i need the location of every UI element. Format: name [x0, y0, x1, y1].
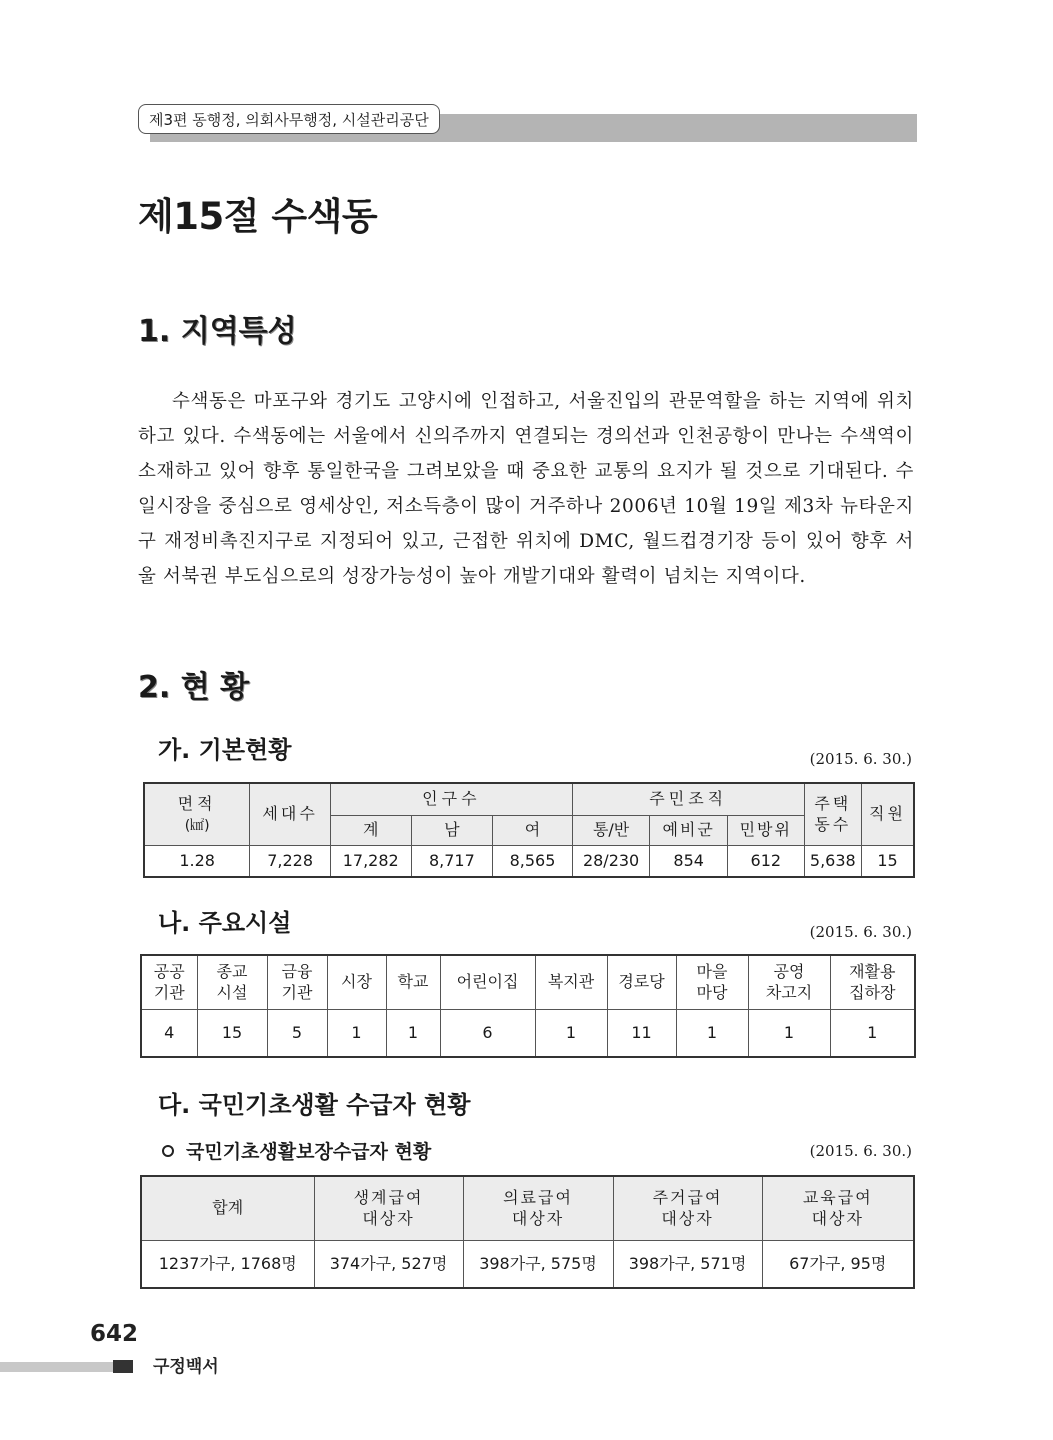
hdr-line: 교육급여 — [802, 1187, 873, 1207]
header-market — [327, 955, 386, 1009]
cell-pop-male: 8,717 — [411, 845, 493, 877]
header-public-garage — [748, 955, 830, 1009]
header-households: 세대수 — [250, 783, 331, 845]
header-housing — [804, 783, 861, 845]
cell-financial: 5 — [267, 1009, 327, 1057]
header-welfare-center — [535, 955, 607, 1009]
cell-medical: 398가구, 575명 — [463, 1240, 613, 1288]
cell-staff: 15 — [862, 845, 914, 877]
hdr-line: 주거급여 — [652, 1187, 723, 1207]
header-housing-benefit — [613, 1176, 762, 1240]
facilities-table — [140, 954, 916, 1058]
cell-pop-female: 8,565 — [493, 845, 573, 877]
cell-reserve: 854 — [650, 845, 728, 877]
hdr-line: 집하장 — [849, 983, 896, 1003]
header-school — [386, 955, 440, 1009]
cell-area: 1.28 — [144, 845, 250, 877]
header-area-label: 면적 — [177, 793, 217, 813]
heading-major-facilities: 나. 주요시설 — [158, 909, 292, 937]
hdr-line: 경로당 — [618, 972, 665, 992]
header-religious — [197, 955, 267, 1009]
header-medical — [463, 1176, 613, 1240]
facilities-date: (2015. 6. 30.) — [809, 923, 912, 941]
cell-welfare-center: 1 — [535, 1009, 607, 1057]
hdr-line: 대상자 — [511, 1209, 565, 1229]
cell-public-garage: 1 — [748, 1009, 830, 1057]
hdr-line: 의료급여 — [503, 1187, 573, 1207]
welfare-subtitle — [162, 1137, 431, 1164]
cell-senior-center: 11 — [607, 1009, 676, 1057]
header-welfare-total — [141, 1176, 314, 1240]
header-population: 인구수 — [330, 783, 572, 815]
hdr-line: 학교 — [397, 972, 429, 992]
header-housing-line1: 주택 — [814, 793, 852, 813]
footer-square — [113, 1360, 133, 1373]
section-title: 제15절 수색동 — [138, 195, 378, 238]
header-livelihood — [314, 1176, 463, 1240]
header-area — [144, 783, 250, 845]
cell-recycling: 1 — [830, 1009, 915, 1057]
header-civil-defense: 민방위 — [727, 815, 804, 845]
hdr-line: 종교 — [216, 961, 248, 981]
cell-households: 7,228 — [250, 845, 331, 877]
header-recycling — [830, 955, 915, 1009]
cell-religious: 15 — [197, 1009, 267, 1057]
header-area-unit: (㎢) — [184, 818, 210, 835]
hdr-line: 대상자 — [362, 1209, 415, 1229]
hdr-line: 차고지 — [765, 983, 813, 1003]
header-pop-total: 계 — [330, 815, 411, 845]
welfare-date: (2015. 6. 30.) — [809, 1142, 912, 1160]
hdr-line: 생계급여 — [353, 1187, 424, 1207]
cell-housing-benefit: 398가구, 571명 — [613, 1240, 762, 1288]
hdr-line: 대상자 — [661, 1209, 714, 1229]
header-public-institution — [141, 955, 197, 1009]
hdr-line: 복지관 — [547, 972, 595, 992]
hdr-line: 재활용 — [849, 961, 896, 981]
book-title: 구정백서 — [153, 1357, 219, 1377]
hdr-line: 합계 — [212, 1198, 244, 1218]
cell-welfare-total: 1237가구, 1768명 — [141, 1240, 314, 1288]
cell-housing: 5,638 — [804, 845, 861, 877]
header-staff: 직원 — [862, 783, 914, 845]
hdr-line: 마을 — [696, 961, 728, 981]
header-pop-male: 남 — [411, 815, 493, 845]
cell-daycare: 6 — [440, 1009, 535, 1057]
welfare-subtitle-text: 국민기초생활보장수급자 현황 — [186, 1141, 432, 1163]
hdr-line: 마당 — [696, 983, 728, 1003]
header-financial — [267, 955, 327, 1009]
cell-civil-defense: 612 — [727, 845, 804, 877]
hdr-line: 시설 — [216, 983, 248, 1003]
heading-status: 2. 현 황 — [138, 670, 250, 705]
cell-education: 67가구, 95명 — [762, 1240, 914, 1288]
heading-welfare-recipients: 다. 국민기초생활 수급자 현황 — [158, 1091, 471, 1119]
welfare-table — [140, 1175, 915, 1289]
header-housing-line2: 동수 — [814, 815, 852, 835]
cell-livelihood: 374가구, 527명 — [314, 1240, 463, 1288]
cell-pop-total: 17,282 — [330, 845, 411, 877]
header-resident-org: 주민조직 — [572, 783, 804, 815]
cell-school: 1 — [386, 1009, 440, 1057]
hdr-line: 시장 — [341, 972, 372, 992]
header-tong-ban: 통/반 — [572, 815, 650, 845]
basic-status-date: (2015. 6. 30.) — [809, 750, 912, 768]
hdr-line: 공공 — [153, 961, 185, 981]
cell-village-yard: 1 — [676, 1009, 748, 1057]
header-senior-center — [607, 955, 676, 1009]
heading-regional-characteristics: 1. 지역특성 — [138, 314, 297, 349]
circle-bullet-icon — [162, 1145, 174, 1157]
hdr-line: 금융 — [281, 961, 313, 981]
header-reserve: 예비군 — [650, 815, 728, 845]
hdr-line: 기관 — [153, 983, 185, 1003]
cell-tong-ban: 28/230 — [572, 845, 650, 877]
header-village-yard — [676, 955, 748, 1009]
header-education — [762, 1176, 914, 1240]
cell-public-institution: 4 — [141, 1009, 197, 1057]
footer-bar — [0, 1362, 113, 1372]
regional-paragraph: 수색동은 마포구와 경기도 고양시에 인접하고, 서울진입의 관문역할을 하는 지역에 위치하고 있다. 수색동에는 서울에서 신의주까지 연결되는 경의선과 인천공항이 만나는 수색역이 소재하고 있어 향후 통일한국을 그려보았을 때 중요한 교통의 요지가 될 것으로 기대된다. 수일시장을 중심으로 영세상인, 저소득층이 많이 거주하나 2006년 10월 19일 제3차 뉴타운지구 재정비촉진지구로 지정되어 있고, 근접한 위치에 DMC, 월드컵경기장 등이 있어 향후 서울 서북권 부도심으로의 성장가능성이 높아 개발기대와 활력이 넘치는 지역이다. — [138, 391, 914, 587]
page-number: 642 — [90, 1321, 139, 1347]
header-pop-female: 여 — [493, 815, 573, 845]
hdr-line: 공영 — [773, 961, 805, 981]
basic-status-table — [143, 782, 915, 878]
header-daycare — [440, 955, 535, 1009]
heading-basic-status: 가. 기본현황 — [158, 736, 292, 764]
hdr-line: 기관 — [281, 983, 313, 1003]
chapter-header-tab: 제3편 동행정, 의회사무행정, 시설관리공단 — [138, 104, 440, 134]
hdr-line: 대상자 — [811, 1209, 864, 1229]
hdr-line: 어린이집 — [456, 972, 519, 992]
cell-market: 1 — [327, 1009, 386, 1057]
